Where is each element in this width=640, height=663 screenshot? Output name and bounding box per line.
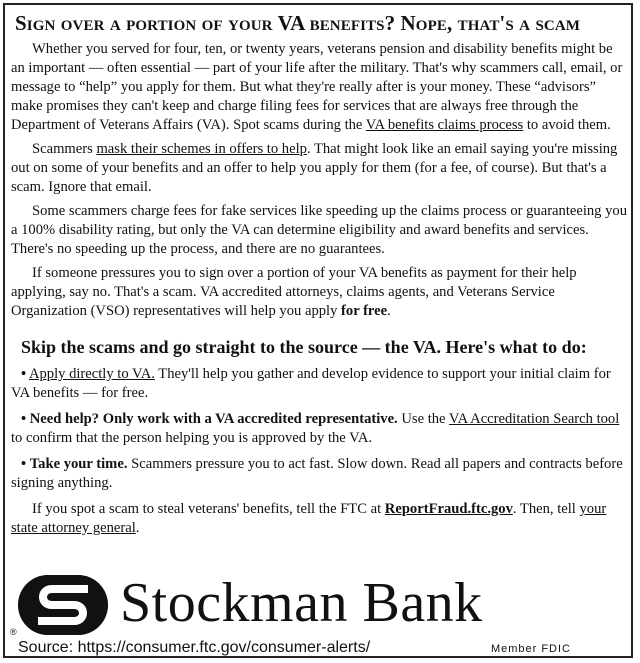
reportfraud-link[interactable]: ReportFraud.ftc.gov	[384, 501, 513, 517]
tip-2-text: Use the	[397, 411, 449, 427]
p2-text-end: . That might look like an email saying you're missing out on some of your benefits and an offer to help you apply for them (for a fee, of course). But that's a scam. Ignore that email.	[11, 141, 618, 195]
for-free-emphasis: for free	[341, 303, 388, 319]
report-text-mid: . Then, tell	[512, 501, 580, 517]
paragraph-2	[11, 140, 629, 197]
member-fdic: Member FDIC	[490, 643, 571, 655]
p4-text-end: .	[387, 303, 391, 319]
bullet-dot: •	[21, 411, 27, 427]
va-benefits-claims-link[interactable]: VA benefits claims process	[365, 117, 524, 133]
tip-2-text-end: to confirm that the person helping you is approved by the VA.	[11, 430, 373, 446]
bullet-dot: •	[21, 366, 27, 382]
tip-2-bold: Need help? Only work with a VA accredited representative.	[29, 411, 398, 427]
report-text: If you spot a scam to steal veterans' benefits, tell the FTC at	[32, 501, 385, 517]
tip-3-text: Scammers pressure you to act fast. Slow down. Read all papers and contracts before signing anything.	[11, 456, 623, 491]
tips-list	[11, 365, 629, 493]
stockman-bank-logo	[18, 572, 624, 635]
subhead: Skip the scams and go straight to the source — the VA. Here's what to do:	[21, 337, 587, 357]
state-attorney-general-link[interactable]: your state attorney general	[11, 501, 607, 536]
tip-1-text: They'll help you gather and develop evidence to support your initial claim for VA benefits — for free.	[11, 366, 611, 401]
p4-text: If someone pressures you to sign over a portion of your VA benefits as payment for their help applying, say no. That's a scam. VA accredited attorneys, claims agents, and Veterans Service Organization (VSO) representatives will help you apply	[11, 265, 577, 319]
article-body	[11, 40, 629, 543]
bullet-dot: •	[21, 456, 27, 472]
tip-accredited-rep	[11, 410, 629, 448]
tip-3-bold: Take your time.	[29, 456, 128, 472]
stockman-s-logo-icon	[18, 575, 108, 635]
report-paragraph	[11, 500, 629, 538]
source-line: Source: https://consumer.ftc.gov/consumer-alerts/	[18, 639, 371, 656]
bank-name: Stockman Bank	[120, 572, 483, 634]
paragraph-4	[11, 264, 629, 321]
apply-directly-link[interactable]: Apply directly to VA.	[28, 366, 155, 382]
tip-take-time	[11, 455, 629, 493]
va-accreditation-search-link[interactable]: VA Accreditation Search tool	[448, 411, 620, 427]
headline: Sign over a portion of your VA benefits? Nope, that's a scam	[15, 11, 581, 35]
mask-schemes-link[interactable]: mask their schemes in offers to help	[96, 141, 307, 157]
registered-mark: ®	[10, 627, 17, 637]
paragraph-1	[11, 40, 629, 135]
tip-apply-directly	[11, 365, 629, 403]
paragraph-3: Some scammers charge fees for fake services like speeding up the claims process or guaranteeing you a 100% disability rating, but only the VA can determine eligibility and award benefits and services. There's no speeding up the process, and there are no guarantees.	[11, 203, 628, 257]
ad-frame	[3, 3, 633, 658]
p1-text: Whether you served for four, ten, or twenty years, veterans pension and disability benefits might be an important — often essential — part of your life after the military. That's why scammers call, email, or message to “help” you apply for them. But what they're really after is your money. These “advisors” make promises they can't keep and charge filing fees for services that are always free through the Department of Veterans Affairs (VA). Spot scams during the	[11, 41, 623, 133]
p2-text: Scammers	[32, 141, 97, 157]
p1-text-end: to avoid them.	[523, 117, 611, 133]
report-text-end: .	[135, 520, 140, 536]
